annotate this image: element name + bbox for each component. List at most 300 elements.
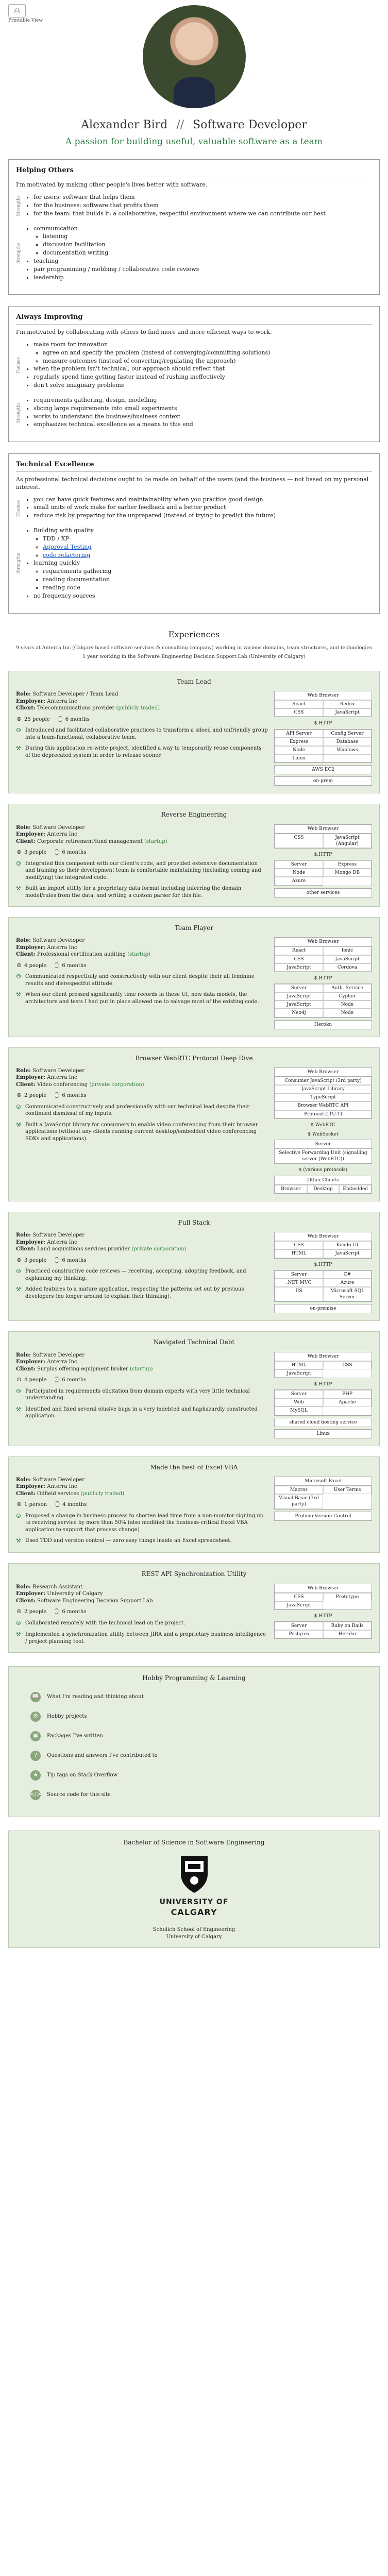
tech-clients-title: Other Clients [275,1176,372,1185]
tech-item: Node [275,869,323,877]
technical-excellence-intro: As professional technical decisions ought to be made on behalf of the users (and the business — not based on my personal interest. [16,476,369,490]
tech-item: JavaScript [275,1001,323,1009]
tech-item: Macros [275,1486,323,1494]
tip-icon: ★ [30,1770,41,1781]
list-item [43,552,111,560]
list-item: • make room for innovation ◦ agree on and specify the problem (instead of converging/committing solutions) ◦ measure outcomes (instead of converting/regulating the approach) [33,341,270,365]
tech-item: React [275,946,323,955]
tech-protocol: $.HTTP [314,975,332,981]
printable-view-label: Printable View [8,18,43,23]
clock-icon: ⌚ [54,1093,60,1099]
duration: ⌚ 6 months [54,1257,87,1263]
duration: ⌚ 6 months [57,716,90,722]
university-crest-icon [178,1854,211,1895]
tech-protocol: $.HTTP [314,1613,332,1619]
tech-item: Consumer JavaScript (3rd party) [275,1077,372,1085]
wrench-icon: ⚒ [16,745,21,752]
experience-note: ⚒ Implemented a synchronization utility between JIRA and a proprietary business intelligence / project planning tool. [16,1631,266,1645]
experience-meta-row: Client: Land acquisitions services provider (private corporation) [16,1246,187,1252]
experience-meta-row: Role: Software Developer [16,1232,85,1239]
tech-item: Protocol (ITU-T) [275,1110,372,1118]
experience-note: ☺ Integrated this component with our client's code, and provided extensive documentation and training so their development team is comfortable maintaining (including coming and modifying) the integrated code. [16,860,261,880]
hobby-label: What I'm reading and thinking about [47,1693,144,1700]
experience-card [8,917,380,1037]
tech-item: PHP [323,1390,372,1398]
wrench-icon: ⚒ [16,1631,21,1638]
name-separator: // [176,118,184,131]
tech-item: CSS [275,955,323,963]
tech-hosting: shared cloud hosting service [274,1418,372,1427]
tech-item: Node [275,746,323,754]
duration: ⌚ 6 months [54,962,87,969]
list-item: • slicing large requirements into small experiments [33,405,193,413]
experience-meta-row: Client: Software Engineering Decision Support Lab [16,1598,153,1604]
tagline: A passion for building useful, valuable software as a team [65,136,323,147]
tech-protocol: $.HTTP [314,1262,332,1267]
experience-card [8,1563,380,1653]
list-item: • learning quickly ◦ requirements gathering ◦ reading documentation ◦ reading code [33,560,111,591]
tech-item: Server [275,984,323,992]
person-name: Alexander Bird [81,118,168,131]
always-improving-list-1 [25,341,270,390]
technical-excellence-title: Technical Excellence [16,460,372,472]
experience-note: ☺ Communicated respectfully and constructively with our client despite their all feminine results and disrespectful attitude. [16,973,255,987]
tech-server-title: Server [275,1140,372,1149]
hobby-section [8,1666,380,1817]
always-improving-title: Always Improving [16,313,372,325]
experience-meta-row: Role: Software Developer / Team Lead [16,691,119,698]
clock-icon: ⌚ [54,1609,60,1615]
tech-item: CSS [275,1593,323,1601]
people-icon: ☺ [16,1512,21,1519]
tech-hosting: on-premise [274,1304,372,1313]
tech-stack-title: Web Browser [275,825,372,834]
tech-stack [274,691,372,786]
duration: ⌚ 6 months [54,1093,87,1099]
university-line-1: UNIVERSITY OF [159,1897,229,1906]
list-item: ◦ reading documentation [43,576,111,584]
hobby-link[interactable] [30,1731,372,1741]
tech-stack-title: Microsoft Excel [275,1477,372,1486]
experience-note: ⚒ Built an import utility for a proprietary data format including inferring the domain model/rules from the data, and writing a custom parser for this file. [16,885,242,899]
people-icon: ☺ [16,1103,21,1110]
side-label: Themes [16,499,21,516]
experience-title: Team Lead [177,677,211,685]
github-icon: ⚙ [30,1711,41,1722]
experience-note: ⚒ Used TDD and version control — zero easy things inside an Excel spreadsheet. [16,1537,232,1545]
experience-card [8,1456,380,1553]
tech-item: JavaScript [275,992,323,1001]
side-label: Strengths [16,243,21,264]
side-label: Strengths [16,402,21,423]
experience-meta-row: Employer: University of Calgary [16,1591,103,1597]
tech-item: Apache [323,1398,372,1406]
experience-card [8,1212,380,1321]
tech-item: Postgres [275,1630,323,1638]
education-title: Bachelor of Science in Software Engineering [123,1838,265,1846]
tech-item: Desktop [307,1185,340,1193]
tech-stack-title: Web Browser [275,691,372,700]
tech-item: JavaScript Library [275,1085,372,1093]
list-item: • works to understand the business/business context [33,413,193,421]
tech-item: Browser [275,1185,307,1193]
helping-others-card [8,159,380,295]
clock-icon: ⌚ [54,962,60,969]
list-item: ◦ reading code [43,584,111,592]
tech-item: Selective Forwarding Unit (signalling server (WebRTC)) [279,1150,367,1162]
technical-excellence-card [8,453,380,613]
tech-item: Express [323,860,372,869]
tech-stack [274,1352,372,1438]
tech-item: CSS [275,1241,323,1249]
team-size: ☺ 4 people [16,1377,47,1383]
list-item: • for the team: that builds it: a collaborative, respectful environment where we can contribute our best [33,210,326,218]
clock-icon: ⌚ [54,1377,60,1383]
tech-item: Server [275,860,323,869]
tech-stack [274,824,372,900]
tech-item: Ruby on Rails [323,1622,372,1630]
experience-meta-row: Role: Research Assistant [16,1584,83,1590]
team-size: ☺ 4 people [16,962,47,969]
duration: ⌚ 6 months [54,1609,87,1615]
tech-protocol: $.HTTP [314,721,332,726]
experience-card [8,1331,380,1446]
tech-item: .NET MVC [275,1279,323,1287]
tech-server-box [274,1270,372,1302]
clock-icon: ⌚ [54,1257,60,1263]
tech-item: C# [323,1270,372,1279]
experience-meta-row: Role: Software Developer [16,1477,85,1483]
list-item: • leadership [33,274,199,282]
wrench-icon: ⚒ [16,1286,21,1293]
technical-excellence-list-2 [25,527,111,601]
tech-stack [274,1232,372,1313]
team-size: ☺ 25 people [16,716,50,722]
tech-hosting: other services [274,888,372,897]
hobby-link[interactable] [30,1790,372,1800]
header [8,0,380,148]
experience-meta-row: Client: Corporate retirement/fund management (startup) [16,838,167,844]
experience-meta-row: Client: Professional certification auditing (startup) [16,952,150,958]
tech-item: CSS [275,834,323,848]
always-improving-list-2 [25,396,193,429]
tech-hosting: AWS EC2 [274,765,372,774]
code-refactoring-link[interactable]: code refactoring [43,551,91,558]
tech-item: Cordova [323,963,372,972]
tech-item: Kendo UI [323,1241,372,1249]
tech-stack-title: Web Browser [275,1352,372,1361]
tech-item: Server [275,1270,323,1279]
hobby-label: Source code for this site [47,1791,111,1798]
tech-item [323,754,372,762]
experience-meta-row: Role: Software Developer [16,824,85,831]
experience-meta-row: Employer: Anterra Inc [16,1239,77,1245]
helping-others-title: Helping Others [16,166,372,178]
people-icon: ☺ [16,727,21,734]
list-item: • small units of work make for earlier feedback and a better product [33,504,276,512]
tech-item: IIS [275,1287,323,1301]
experience-meta-row: Employer: Anterra Inc [16,698,77,704]
experience-title: Browser WebRTC Protocol Deep Dive [135,1054,253,1062]
tech-item: Auth. Service [323,984,372,992]
always-improving-card [8,306,380,442]
people-icon: ☺ [16,1268,21,1275]
experience-title: Reverse Engineering [161,811,227,819]
tech-item: Cypher [323,992,372,1001]
tech-item: Visual Basic (3rd party) [275,1494,323,1509]
list-item: • regularly spend time getting faster instead of rushing ineffectively [33,374,270,381]
hobby-link[interactable] [30,1770,372,1781]
list-item: • pair programming / mobbing / collaborative code reviews [33,266,199,274]
experience-note: ☺ Introduced and facilitated collaborative practices to transform a siloed and unfriendly group into a team-functional, collaborative team. [16,727,268,740]
experience-meta-row: Client: Oilfield services (publicly traded) [16,1490,125,1497]
tech-item: Prototype [323,1593,372,1601]
tech-item: Windows [323,746,372,754]
tech-item: Web [275,1398,323,1406]
tech-item: JavaScript [275,1601,323,1609]
print-icon: ⎙ [8,4,26,18]
list-item: • you can have quick features and maintainability when you practice good design [33,496,276,504]
name-line [8,117,380,133]
list-item: • communication ◦ listening ◦ discussion facilitation ◦ documentation writing [33,225,199,257]
tech-item: JavaScript [323,1249,372,1258]
tech-hosting: Linux [274,1429,372,1438]
people-icon: ☺ [16,973,21,980]
tech-stack [274,1067,372,1194]
experience-meta-row: Employer: Anterra Inc [16,944,77,951]
hobby-label: Packages I've written [47,1733,103,1739]
tech-item: User Terms [323,1486,372,1494]
tech-item: Azure [323,1279,372,1287]
helping-others-list-2 [25,225,199,282]
list-item: • don't solve imaginary problems [33,382,270,389]
hobby-label: Tip tags on Stack Overflow [47,1772,118,1778]
experience-title: REST API Synchronization Utility [141,1570,247,1578]
tech-item: JavaScript (Angular) [323,834,372,848]
question-icon: ? [30,1751,41,1761]
list-item: • emphasizes technical excellence as a means to this end [33,421,193,429]
university-line-2: CALGARY [171,1907,217,1918]
clock-icon: ⌚ [54,1502,61,1508]
experience-meta-row: Employer: Anterra Inc [16,1359,77,1365]
experience-title: Made the best of Excel VBA [150,1463,238,1471]
people-icon: ☺ [16,1609,22,1615]
list-item: • reduce risk by preparing for the unprepared (instead of trying to predict the future) [33,512,276,520]
education-faculty: Schulich School of Engineering [153,1927,235,1933]
tech-protocol: $ WebSocket [308,1131,339,1137]
list-item [43,544,111,551]
people-icon: ☺ [16,1377,22,1383]
list-item: ◦ documentation writing [43,249,199,257]
wrench-icon: ⚒ [16,991,21,998]
tech-stack [274,1477,372,1545]
education-university: University of Calgary [166,1934,222,1940]
tech-hosting: on-prem [274,776,372,786]
tech-item: CSS [275,708,323,717]
list-item: • for users: software that helps them [33,194,326,201]
hobby-label: Hobby projects [47,1713,87,1719]
tech-item: Browser WebRTC API [275,1101,372,1110]
experiences-intro-1: 9 years at Anterra Inc (Calgary based software services & consulting company) working in various domains, team structures, and technologies [16,645,372,651]
tech-item: Ionic [323,946,372,955]
technical-excellence-list-1 [25,496,276,521]
package-icon: ▣ [30,1731,41,1741]
experience-meta-row: Role: Software Developer [16,1352,85,1358]
people-icon: ☺ [16,850,22,856]
tech-stack-title: Web Browser [275,938,372,946]
tech-item: Server [275,1622,323,1630]
experience-note: ⚒ When our client pressed significantly time records in these UI, new data models, the architecture and tests I had put in place allowed me to salvage most of the existing code. [16,991,259,1005]
team-size: ☺ 2 people [16,1093,47,1099]
experience-card [8,804,380,907]
clock-icon: ⌚ [57,716,63,722]
list-item: • teaching [33,258,199,265]
tech-item: Express [275,738,323,746]
person-role: Software Developer [193,118,307,131]
experience-note: ☺ Proposed a change in business process to shorten lead time from a non-monitor signing up to receiving service by more than 50% (also modified the business-critical Excel VBA application to support that process change) [16,1512,264,1533]
experience-note: ☺ Practiced constructive code reviews — receiving, accepting, adopting feedback, and explaining my thinking. [16,1268,246,1281]
people-icon: ☺ [16,1619,21,1626]
helping-others-intro: I'm motivated by making other people's lives better with software. [16,181,208,189]
hobby-link[interactable] [30,1692,372,1702]
wrench-icon: ⚒ [16,1537,21,1545]
tech-stack-title: Web Browser [275,1232,372,1241]
people-icon: ☺ [16,962,22,969]
tech-item: JavaScript [275,1369,323,1378]
experience-title: Navigated Technical Debt [153,1338,235,1346]
experience-note: ☺ Communicated constructively and professionally with our technical lead despite their continued dismissal of my inputs. [16,1103,250,1117]
tech-item: JavaScript [323,708,372,717]
people-icon: ☺ [16,1257,22,1263]
always-improving-intro: I'm motivated by collaborating with others to find more and more efficient ways to work. [16,329,272,335]
experience-meta-row: Employer: Anterra Inc [16,832,77,838]
wrench-icon: ⚒ [16,885,21,892]
experiences-list [8,671,380,1653]
experience-meta-row: Employer: Anterra Inc [16,1484,77,1490]
side-label: Strengths [16,553,21,574]
tech-item: Embedded [339,1185,372,1193]
tech-hosting: Heroku [274,1020,372,1029]
side-label: Themes [16,357,21,374]
helping-others-list-1 [25,193,326,218]
experience-meta-row: Client: Video conferencing (private corporation) [16,1081,144,1088]
experience-note: ☺ Participated in requirements elicitation from domain experts with very little technical understanding. [16,1387,250,1401]
tech-item: Mongo DB [323,869,372,877]
list-item: ◦ agree on and specify the problem (instead of converging/committing solutions) [43,349,270,357]
tech-item: Node [323,1001,372,1009]
tech-server-box [274,860,372,886]
experience-title: Team Player [174,924,214,932]
experience-meta-row: Client: Surplus offering equipment broker (startup) [16,1366,153,1372]
experiences-title: Experiences [168,629,220,639]
tech-stack-title: Web Browser [275,1584,372,1593]
experience-meta-row: Client: Telecommunications provider (publicly traded) [16,705,160,711]
book-icon: 📖 [30,1692,41,1702]
people-icon: ☺ [16,1502,22,1508]
tech-protocol: $.HTTP [314,852,332,858]
experience-note: ☺ Collaborated remotely with the technical lead on the project. [16,1619,185,1626]
tech-hosting: Proficio Version Control [274,1512,372,1521]
experience-card [8,1047,380,1201]
duration: ⌚ 6 months [54,850,87,856]
tech-item: MySQL [275,1406,323,1415]
people-icon: ☺ [16,860,21,867]
experiences-intro-2: 1 year working in the Software Engineering Decision Support Lab (University of Calgary) [82,654,306,660]
tech-server-box [274,1389,372,1415]
hobby-link[interactable] [30,1711,372,1722]
experience-note: ⚒ During this application re-write project, identified a way to temporarily reuse components of the deprecated system in order to release sooner. [16,745,262,758]
tech-server-box [274,729,372,764]
list-item: ◦ TDD / XP [43,535,111,543]
tech-item: Node [323,1009,372,1017]
tech-item: Microsoft SQL Server [323,1287,372,1301]
experience-note: ⚒ Identified and fixed several elusive bugs in a very indebted and haphazardly constructed application. [16,1405,258,1419]
hobby-label: Questions and answers I've contributed to [47,1752,158,1758]
team-size: ☺ 3 people [16,1257,47,1263]
experience-meta-row: Role: Software Developer [16,1067,85,1074]
list-item: ◦ listening [43,233,199,241]
experience-note: ⚒ Built a JavaScript library for consumers to enable video conferencing from their browser applications (without any clients running current desktop/embedded video conferencing SDKs and applications). [16,1121,258,1142]
tech-item: HTML [275,1249,323,1258]
tech-stack-title: Web Browser [275,1068,372,1077]
list-item: ◦ measure outcomes (instead of converting/regulating the approach) [43,358,270,365]
list-item: • when the problem isn't technical, our approach should reflect that [33,365,270,373]
tech-item: Server [275,1390,323,1398]
list-item: ◦ requirements gathering [43,568,111,575]
avatar [143,5,246,108]
team-size: ☺ 3 people [16,850,47,856]
experience-note: ⚒ Added features to a mature application, respecting the patterns set out by previous developers (no longer around to explain their thinking). [16,1286,244,1299]
experience-meta-row: Role: Software Developer [16,938,85,944]
tech-stack [274,937,372,1029]
people-icon: ☺ [16,716,22,722]
education-section [8,1831,380,1948]
tech-item: CSS [323,1361,372,1369]
tech-server-box [274,1621,372,1639]
tech-protocol: $ WebRTC [311,1122,335,1128]
tech-item: Azure [275,877,323,885]
code-icon: </> [30,1790,41,1800]
printable-view-link[interactable] [8,4,43,24]
duration: ⌚ 4 months [54,1502,87,1508]
wrench-icon: ⚒ [16,1121,21,1128]
hobby-link[interactable] [30,1751,372,1761]
team-size: ☺ 1 person [16,1502,47,1508]
tech-item: Database [323,738,372,746]
tech-item: Neo4j [275,1009,323,1017]
tech-item: Linux [275,754,323,762]
hobby-title: Hobby Programming & Learning [142,1674,246,1682]
tech-item: Redux [323,700,372,708]
experience-meta-row: Employer: Anterra Inc [16,1075,77,1081]
people-icon: ☺ [16,1093,22,1099]
list-item: • no frequency sources [33,592,111,600]
tech-item: HTML [275,1361,323,1369]
tech-item: Heroku [323,1630,372,1638]
tech-item: React [275,700,323,708]
list-item: ◦ discussion facilitation [43,241,199,249]
tech-protocol: $ (various protocols) [298,1167,348,1173]
tech-item: JavaScript [323,955,372,963]
experience-title: Full Stack [178,1218,210,1226]
list-item: • requirements gathering, design, modelling [33,397,193,404]
duration: ⌚ 6 months [54,1377,87,1383]
clock-icon: ⌚ [54,850,60,856]
tech-stack [274,1584,372,1646]
approval-testing-link[interactable]: Approval Testing [43,543,92,550]
people-icon: ☺ [16,1387,21,1395]
tech-item: JavaScript [275,963,323,972]
